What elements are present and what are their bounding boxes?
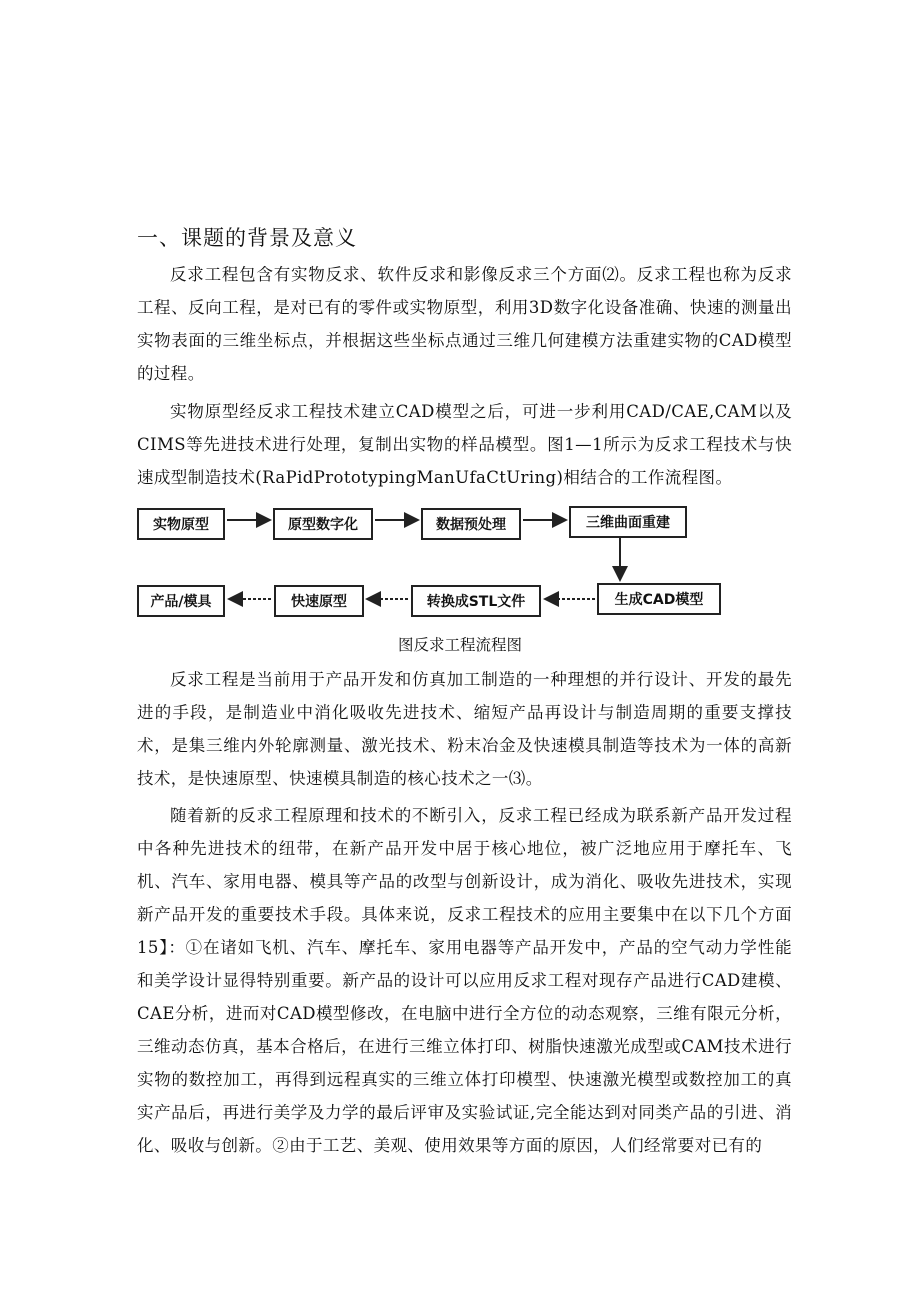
flow-step-box: 原型数字化 <box>273 508 373 540</box>
flow-step-box: 快速原型 <box>274 585 364 617</box>
paragraph: 反求工程是当前用于产品开发和仿真加工制造的一种理想的并行设计、开发的最先进的手段，是制造业中消化吸收先进技术、缩短产品再设计与制造周期的重要支撑技术，是集三维内外轮廓测量、激光技术、粉末冶金及快速模具制造等技术为一体的高新技术，是快速原型、快速模具制造的核心技术之一⑶。 <box>137 670 792 788</box>
flow-step-box: 数据预处理 <box>421 508 521 540</box>
flowchart <box>135 500 725 625</box>
paragraph: 反求工程包含有实物反求、软件反求和影像反求三个方面⑵。反求工程也称为反求工程、反向工程，是对已有的零件或实物原型，利用3D数字化设备准确、快速的测量出实物表面的三维坐标点，并根据这些坐标点通过三维几何建模方法重建实物的CAD模型的过程。 <box>137 265 792 383</box>
flow-step-box: 产品/模具 <box>137 585 225 617</box>
flow-step-box: 转换成STL文件 <box>411 585 541 617</box>
flow-step-box: 三维曲面重建 <box>569 506 687 538</box>
paragraph: 随着新的反求工程原理和技术的不断引入，反求工程已经成为联系新产品开发过程中各种先进技术的纽带，在新产品开发中居于核心地位，被广泛地应用于摩托车、飞机、汽车、家用电器、模具等产品的改型与创新设计，成为消化、吸收先进技术，实现新产品开发的重要技术手段。具体来说，反求工程技术的应用主要集中在以下几个方面15】：①在诸如飞机、汽车、摩托车、家用电器等产品开发中，产品的空气动力学性能和美学设计显得特别重要。新产品的设计可以应用反求工程对现存产品进行CAD建模、CAE分析，进而对CAD模型修改，在电脑中进行全方位的动态观察，三维有限元分析，三维动态仿真，基本合格后，在进行三维立体打印、树脂快速激光成型或CAM技术进行实物的数控加工，再得到远程真实的三维立体打印模型、快速激光模型或数控加工的真实产品后，再进行美学及力学的最后评审及实验试证,完全能达到对同类产品的引进、消化、吸收与创新。②由于工艺、美观、使用效果等方面的原因，人们经常要对已有的 <box>137 806 792 1155</box>
figure-caption: 图反求工程流程图 <box>397 636 522 654</box>
paragraph: 实物原型经反求工程技术建立CAD模型之后，可进一步利用CAD/CAE,CAM以及CIMS等先进技术进行处理，复制出实物的样品模型。图1—1所示为反求工程技术与快速成型制造技术(RaPidPrototypingManUfaCtUring)相结合的工作流程图。 <box>137 402 792 487</box>
flow-step-box: 生成CAD模型 <box>597 583 721 615</box>
flow-step-box: 实物原型 <box>137 508 225 540</box>
section-heading: 一、课题的背景及意义 <box>137 226 357 250</box>
